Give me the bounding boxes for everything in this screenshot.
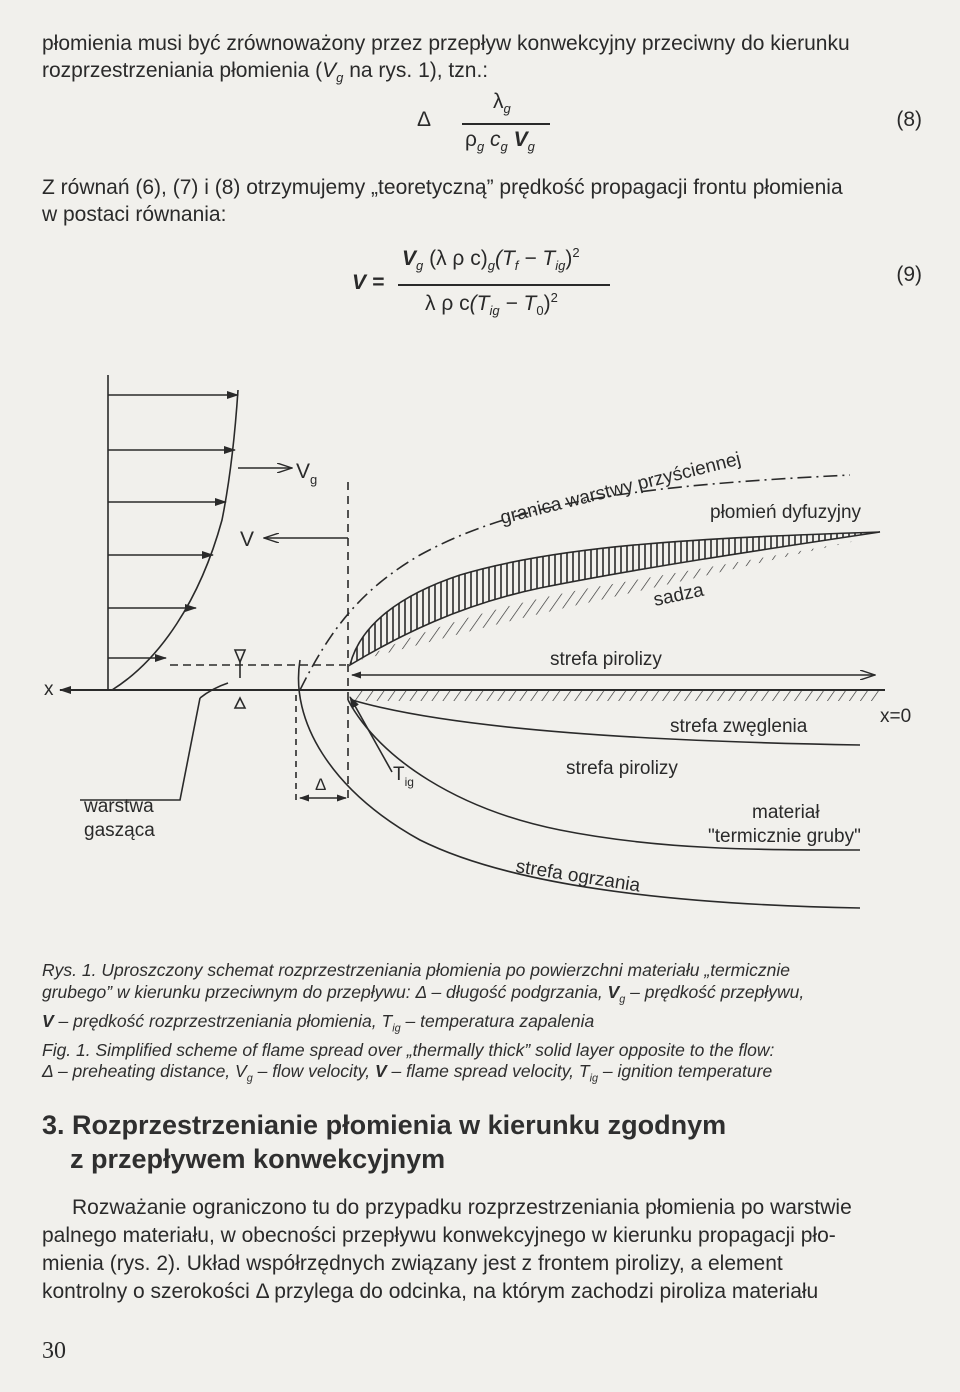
char-zone-label: strefa zwęglenia [670,716,808,737]
vg-label: $V_g$ [296,460,318,487]
soot-label: sadza [651,579,706,611]
body-paragraph [42,1194,922,1306]
char-surface-hatch [352,691,880,701]
material-label-1: materiał [752,802,820,823]
para2-line-2: w postaci równania: [42,203,227,226]
body-line-2: palnego materiału, w obecności przepływu konwekcyjnego w kierunku propagacji pło- [42,1224,836,1247]
intro-line-2: rozprzestrzeniania płomienia ($V_g$ na rys. 1), tzn.: [42,59,489,86]
section-heading-line-1: 3. Rozprzestrzenianie płomienia w kierunku zgodnym [42,1110,727,1140]
page-number: 30 [42,1338,66,1364]
eq8-fraction-bar [462,123,550,125]
quench-label-2: gasząca [84,820,155,841]
eq8-denominator: $\rho_g$ $c_g$ $V_g$ [465,128,535,155]
section-heading [42,1108,922,1176]
x-label: x [44,679,54,700]
body-line-3: mienia (rys. 2). Układ współrzędnych związany jest z frontem pirolizy, a element [42,1252,783,1275]
body-line-4: kontrolny o szerokości Δ przylega do odcinka, na którym zachodzi piroliza materiału [42,1280,819,1303]
material-label-2: "termicznie gruby" [708,826,861,847]
section-heading-line-2: z przepływem konwekcyjnym [70,1144,446,1174]
flame-spread-figure [0,360,960,920]
pyrolysis-zone-bottom-label: strefa pirolizy [566,758,678,779]
level-marker-upper [235,650,245,662]
quench-label-1: warstwa [84,796,154,817]
eq8-delta: Δ [417,108,432,131]
diffusion-flame-label: płomień dyfuzyjny [710,502,862,523]
eq8-number: (8) [896,108,922,131]
eq8-numerator: $\lambda_g$ [493,90,511,117]
quench-leader [80,698,200,800]
eq9-lhs: V = [352,271,385,294]
figure-caption [42,960,927,1090]
tig-label: $T_{ig}$ [393,764,414,789]
body-line-1: Rozważanie ograniczono tu do przypadku rozprzestrzeniania płomienia po warstwie [72,1196,852,1219]
intro-paragraph [42,30,922,91]
pyrolysis-zone-top-label: strefa pirolizy [550,649,662,670]
level-marker-lower [235,698,245,708]
v-label: V [240,528,255,551]
caption-pl-line-1: Rys. 1. Uproszczony schemat rozprzestrzeniania płomienia po powierzchni materiału „termicznie [42,960,790,980]
x0-label: x=0 [880,706,912,727]
caption-en-line-1: Fig. 1. Simplified scheme of flame spread over „thermally thick” solid layer opposite to the flow: [42,1039,775,1060]
delta-label: Δ [315,775,327,794]
caption-pl-line-2: grubego” w kierunku przeciwnym do przepływu: Δ – długość podgrzania, $V_g$ – prędkość przepływu, [42,981,805,1005]
eq9-numerator: $V_g$ (λ ρ $c)_g(T_f - T_{ig})^2$ [402,245,580,274]
velocity-profile [108,375,238,690]
intro-line-1: płomienia musi być zrównoważony przez przepływ konwekcyjny przeciwny do kierunku [42,32,850,55]
para2-line-1: Z równań (6), (7) i (8) otrzymujemy „teoretyczną” prędkość propagacji frontu płomienia [42,176,843,199]
eq9-number: (9) [896,263,922,286]
paragraph-2 [42,174,922,228]
caption-pl-line-3: V – prędkość rozprzestrzeniania płomienia, $T_{ig}$ – temperatura zapalenia [42,1010,595,1034]
eq9-denominator: λ ρ $c(T_{ig} - T_0)^2$ [425,290,558,319]
caption-en-line-2: Δ – preheating distance, $V_g$ – flow velocity, V – flame spread velocity, $T_{ig}$ – ignition temperature [42,1061,773,1085]
boundary-layer-label: granica warstwy przyściennej [498,448,743,529]
eq9-fraction-bar [398,284,610,286]
profile-curve [112,390,238,690]
heating-zone-label: strefa ogrzania [514,856,642,897]
